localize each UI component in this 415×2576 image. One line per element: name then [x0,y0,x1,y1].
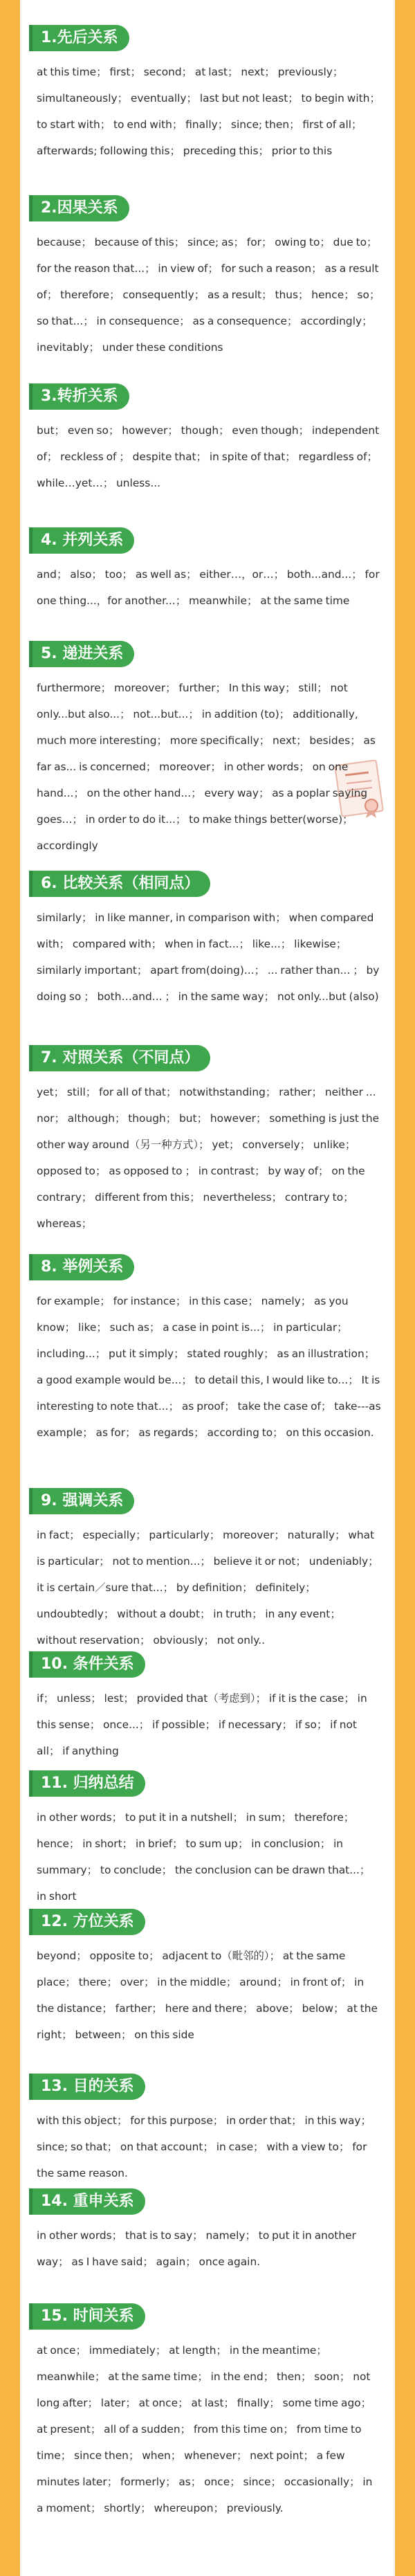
section-body: in fact； especially； particularly； moreover； naturally； what is particular； not to mention...； believe it or not； undeniably； it is certain／sure that...； by definition； definitely； undoubtedly； without a doubt； in truth； in any event； without reservation； obviously； not only.. [37,1529,379,1647]
section-heading: 2.因果关系 [33,195,129,221]
section-heading: 8. 举例关系 [33,1254,134,1280]
section-body: in other words； that is to say； namely； to put it in another way； as I have said； again； once again. [37,2229,356,2268]
section-heading: 13. 目的关系 [33,2074,145,2100]
section-body: because； because of this； since; as； for； owing to； due to； for the reason that...； in view of； for such a reason； as a result of； therefore； consequently； as a result； thus； hence； so； so that...； in consequence； as a consequence； accordingly； inevitably； under these conditions [37,236,380,354]
section-body: at this time； first； second； at last； next； previously； simultaneously； eventually； last but not least； to begin with； to start with； to end with； finally； since; then； first of all； afterwards; following this； preceding this； prior to this [37,66,380,157]
section-parallel [20,523,395,607]
section-body: furthermore； moreover； further； In this way； still； not only...but also...； not...but...； in addition (to)； additionally, much more interesting； more specifically； next； besides； as far as... is concerned； moreover； in other words； on one hand...； on the other hand...； every way； as a poplar saying goes...； in order to do it...； to make things better(worse)； accordingly [37,682,376,852]
section-heading: 10. 条件关系 [33,1651,145,1678]
section-position [20,1905,395,2041]
section-body: beyond； opposite to； adjacent to（毗邻的）； at the same place； there； over； in the middle； around； in front of； in the distance； farther； here and there； above； below； at the right； between； on this side [37,1950,378,2041]
section-heading: 5. 递进关系 [33,641,134,667]
section-body: yet； still； for all of that； notwithstanding； rather； neither ... nor； although； though； but； however； something is just the other way around（另一种方式）； yet； conversely； unlike； opposed to； as opposed to ； in contrast； by way of； on the contrary； different from this； nevertheless； contrary to； whereas； [37,1086,380,1230]
section-heading: 15. 时间关系 [33,2303,145,2330]
section-body: similarly； in like manner, in comparison with； when compared with； compared with； when in fact...； like...； likewise； similarly important； apart from(doing)...； ... rather than... ； by doing so ； both…and... ； in the same way； not only...but (also) [37,911,380,1003]
section-examples [20,1250,395,1439]
section-heading: 4. 并列关系 [33,527,134,554]
section-heading: 3.转折关系 [33,383,129,410]
section-body: and； also； too； as well as； either…，or…； both...and...； for one thing...，for another...； meanwhile； at the same time [37,568,380,607]
section-emphasis [20,1484,395,1647]
section-heading: 11. 归纳总结 [33,1770,145,1797]
section-time [20,2299,395,2514]
section-heading: 1.先后关系 [33,25,129,51]
section-body: with this object； for this purpose； in order that； in this way； since; so that； on that account； in case； with a view to； for the same reason. [37,2114,371,2179]
section-contrast [20,1041,395,1230]
section-purpose [20,2069,395,2179]
section-heading: 9. 强调关系 [33,1488,134,1514]
section-heading: 7. 对照关系（不同点） [33,1045,210,1071]
section-restate [20,2184,395,2268]
section-sequence [20,21,395,157]
section-progressive [20,637,395,852]
section-heading: 12. 方位关系 [33,1909,145,1935]
section-body: at once； immediately； at length； in the meantime； meanwhile； at the same time； in the end； then； soon； not long after； later； at once； at last； finally； some time ago； at present； all of a sudden； from this time on； from time to time； since then； when； whenever； next point； a few minutes later； formerly； as； once； since； occasionally； in a moment； shortly； whereupon； previously. [37,2344,373,2514]
section-condition [20,1647,395,1757]
section-summary [20,1766,395,1903]
section-heading: 6. 比较关系（相同点） [33,871,210,897]
section-body: in other words； to put it in a nutshell； in sum； therefore； hence； in short； in brief； to sum up； in conclusion； in summary； to conclude； the conclusion can be drawn that...； in short [37,1811,371,1903]
section-body: for example； for instance； in this case； namely； as you know； like； such as； a case in point is...； in particular； including...； put it simply； stated roughly； as an illustration； a good example would be...； to detail this, I would like to...； It is interesting to note that...； as proof； take the case of； take---as example； as for； as regards； according to； on this occasion. [37,1295,381,1439]
section-cause-effect [20,191,395,354]
section-heading: 14. 重申关系 [33,2188,145,2215]
article-page [20,0,395,2576]
section-comparison [20,867,395,1003]
section-body: if； unless； lest； provided that（考虑到）； if it is the case； in this sense； once...； if possible； if necessary； if so； if not all； if anything [37,1692,367,1757]
section-body: but； even so； however； though； even though； independent of； reckless of ； despite that； in spite of that； regardless of； while…yet…； unless... [37,424,380,489]
section-contrast-turn [20,379,395,489]
